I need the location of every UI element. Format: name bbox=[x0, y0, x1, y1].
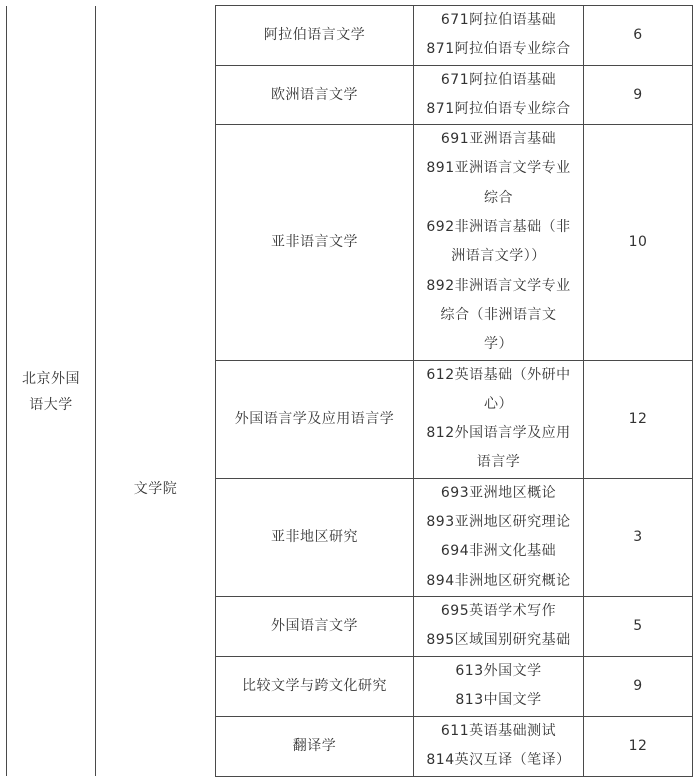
major-cell: 亚非地区研究 bbox=[216, 478, 414, 596]
count-cell: 10 bbox=[584, 125, 693, 360]
subjects-cell: 695英语学术写作 895区域国别研究基础 bbox=[414, 596, 584, 656]
major-cell: 欧洲语言文学 bbox=[216, 65, 414, 125]
count-cell: 5 bbox=[584, 596, 693, 656]
subjects-cell: 671阿拉伯语基础 871阿拉伯语专业综合 bbox=[414, 6, 584, 66]
table-row bbox=[7, 6, 693, 66]
enrollment-table bbox=[6, 5, 693, 777]
department-cell bbox=[96, 6, 216, 777]
subjects-cell: 613外国文学 813中国文学 bbox=[414, 656, 584, 716]
count-cell: 12 bbox=[584, 360, 693, 478]
count-cell: 3 bbox=[584, 478, 693, 596]
subjects-cell: 671阿拉伯语基础 871阿拉伯语专业综合 bbox=[414, 65, 584, 125]
count-cell: 9 bbox=[584, 656, 693, 716]
count-cell: 6 bbox=[584, 6, 693, 66]
major-cell: 阿拉伯语言文学 bbox=[216, 6, 414, 66]
school-name: 北京外国 语大学 bbox=[22, 370, 80, 413]
subjects-cell: 611英语基础测试 814英汉互译（笔译） bbox=[414, 716, 584, 776]
subjects-cell: 612英语基础（外研中 心） 812外国语言学及应用 语言学 bbox=[414, 360, 584, 478]
major-cell: 比较文学与跨文化研究 bbox=[216, 656, 414, 716]
major-cell: 翻译学 bbox=[216, 716, 414, 776]
major-cell: 亚非语言文学 bbox=[216, 125, 414, 360]
subjects-cell: 691亚洲语言基础 891亚洲语言文学专业 综合 692非洲语言基础（非 洲语言文学）） 892非洲语言文学专业 综合（非洲语言文 学） bbox=[414, 125, 584, 360]
department-name: 文学院 bbox=[133, 481, 178, 498]
count-cell: 12 bbox=[584, 716, 693, 776]
count-cell: 9 bbox=[584, 65, 693, 125]
major-cell: 外国语言学及应用语言学 bbox=[216, 360, 414, 478]
subjects-cell: 693亚洲地区概论 893亚洲地区研究理论 694非洲文化基础 894非洲地区研究概论 bbox=[414, 478, 584, 596]
major-cell: 外国语言文学 bbox=[216, 596, 414, 656]
school-cell bbox=[7, 6, 96, 777]
